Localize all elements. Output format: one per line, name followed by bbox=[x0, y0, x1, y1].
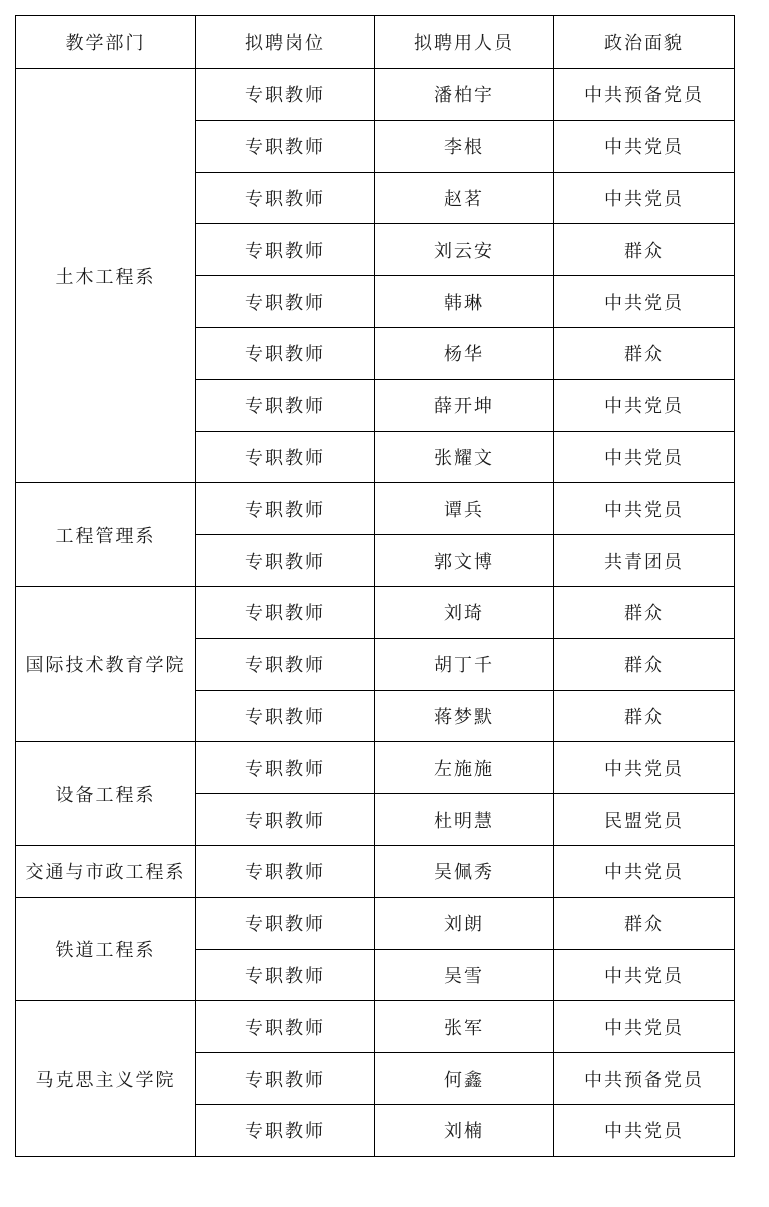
position-cell: 专职教师 bbox=[196, 379, 375, 431]
header-political-status: 政治面貌 bbox=[554, 16, 735, 69]
political-status-cell: 民盟党员 bbox=[554, 794, 735, 846]
position-cell: 专职教师 bbox=[196, 586, 375, 638]
position-cell: 专职教师 bbox=[196, 690, 375, 742]
political-status-cell: 中共党员 bbox=[554, 172, 735, 224]
name-cell: 李根 bbox=[375, 120, 554, 172]
political-status-cell: 中共党员 bbox=[554, 379, 735, 431]
position-cell: 专职教师 bbox=[196, 431, 375, 483]
position-cell: 专职教师 bbox=[196, 483, 375, 535]
political-status-cell: 群众 bbox=[554, 586, 735, 638]
table-row bbox=[16, 586, 735, 638]
header-row bbox=[16, 16, 735, 69]
department-cell: 土木工程系 bbox=[16, 69, 196, 483]
political-status-cell: 中共党员 bbox=[554, 483, 735, 535]
political-status-cell: 中共党员 bbox=[554, 1001, 735, 1053]
political-status-cell: 中共党员 bbox=[554, 431, 735, 483]
department-cell: 铁道工程系 bbox=[16, 897, 196, 1001]
name-cell: 吴佩秀 bbox=[375, 845, 554, 897]
position-cell: 专职教师 bbox=[196, 638, 375, 690]
table-row bbox=[16, 69, 735, 121]
name-cell: 刘朗 bbox=[375, 897, 554, 949]
political-status-cell: 群众 bbox=[554, 897, 735, 949]
political-status-cell: 中共党员 bbox=[554, 742, 735, 794]
position-cell: 专职教师 bbox=[196, 794, 375, 846]
political-status-cell: 群众 bbox=[554, 224, 735, 276]
name-cell: 刘云安 bbox=[375, 224, 554, 276]
position-cell: 专职教师 bbox=[196, 120, 375, 172]
position-cell: 专职教师 bbox=[196, 742, 375, 794]
position-cell: 专职教师 bbox=[196, 276, 375, 328]
position-cell: 专职教师 bbox=[196, 535, 375, 587]
table-row bbox=[16, 483, 735, 535]
position-cell: 专职教师 bbox=[196, 1053, 375, 1105]
name-cell: 韩琳 bbox=[375, 276, 554, 328]
position-cell: 专职教师 bbox=[196, 1001, 375, 1053]
political-status-cell: 中共党员 bbox=[554, 120, 735, 172]
header-position: 拟聘岗位 bbox=[196, 16, 375, 69]
political-status-cell: 群众 bbox=[554, 690, 735, 742]
name-cell: 赵茗 bbox=[375, 172, 554, 224]
department-cell: 工程管理系 bbox=[16, 483, 196, 587]
name-cell: 吴雪 bbox=[375, 949, 554, 1001]
name-cell: 杨华 bbox=[375, 327, 554, 379]
header-department: 教学部门 bbox=[16, 16, 196, 69]
name-cell: 潘柏宇 bbox=[375, 69, 554, 121]
political-status-cell: 群众 bbox=[554, 638, 735, 690]
department-cell: 交通与市政工程系 bbox=[16, 845, 196, 897]
name-cell: 刘楠 bbox=[375, 1104, 554, 1156]
position-cell: 专职教师 bbox=[196, 172, 375, 224]
name-cell: 谭兵 bbox=[375, 483, 554, 535]
name-cell: 刘琦 bbox=[375, 586, 554, 638]
name-cell: 郭文博 bbox=[375, 535, 554, 587]
table-body bbox=[16, 69, 735, 1157]
position-cell: 专职教师 bbox=[196, 224, 375, 276]
political-status-cell: 群众 bbox=[554, 327, 735, 379]
political-status-cell: 中共党员 bbox=[554, 845, 735, 897]
header-name: 拟聘用人员 bbox=[375, 16, 554, 69]
table-row bbox=[16, 845, 735, 897]
political-status-cell: 中共党员 bbox=[554, 276, 735, 328]
name-cell: 张耀文 bbox=[375, 431, 554, 483]
name-cell: 何鑫 bbox=[375, 1053, 554, 1105]
political-status-cell: 中共预备党员 bbox=[554, 1053, 735, 1105]
name-cell: 张军 bbox=[375, 1001, 554, 1053]
table-row bbox=[16, 742, 735, 794]
hiring-table bbox=[15, 15, 735, 1157]
name-cell: 左施施 bbox=[375, 742, 554, 794]
political-status-cell: 中共预备党员 bbox=[554, 69, 735, 121]
name-cell: 蒋梦默 bbox=[375, 690, 554, 742]
department-cell: 国际技术教育学院 bbox=[16, 586, 196, 741]
position-cell: 专职教师 bbox=[196, 845, 375, 897]
table-row bbox=[16, 1001, 735, 1053]
name-cell: 薛开坤 bbox=[375, 379, 554, 431]
department-cell: 马克思主义学院 bbox=[16, 1001, 196, 1156]
position-cell: 专职教师 bbox=[196, 69, 375, 121]
name-cell: 胡丁千 bbox=[375, 638, 554, 690]
political-status-cell: 共青团员 bbox=[554, 535, 735, 587]
political-status-cell: 中共党员 bbox=[554, 949, 735, 1001]
position-cell: 专职教师 bbox=[196, 1104, 375, 1156]
department-cell: 设备工程系 bbox=[16, 742, 196, 846]
position-cell: 专职教师 bbox=[196, 327, 375, 379]
table-row bbox=[16, 897, 735, 949]
political-status-cell: 中共党员 bbox=[554, 1104, 735, 1156]
position-cell: 专职教师 bbox=[196, 897, 375, 949]
position-cell: 专职教师 bbox=[196, 949, 375, 1001]
name-cell: 杜明慧 bbox=[375, 794, 554, 846]
